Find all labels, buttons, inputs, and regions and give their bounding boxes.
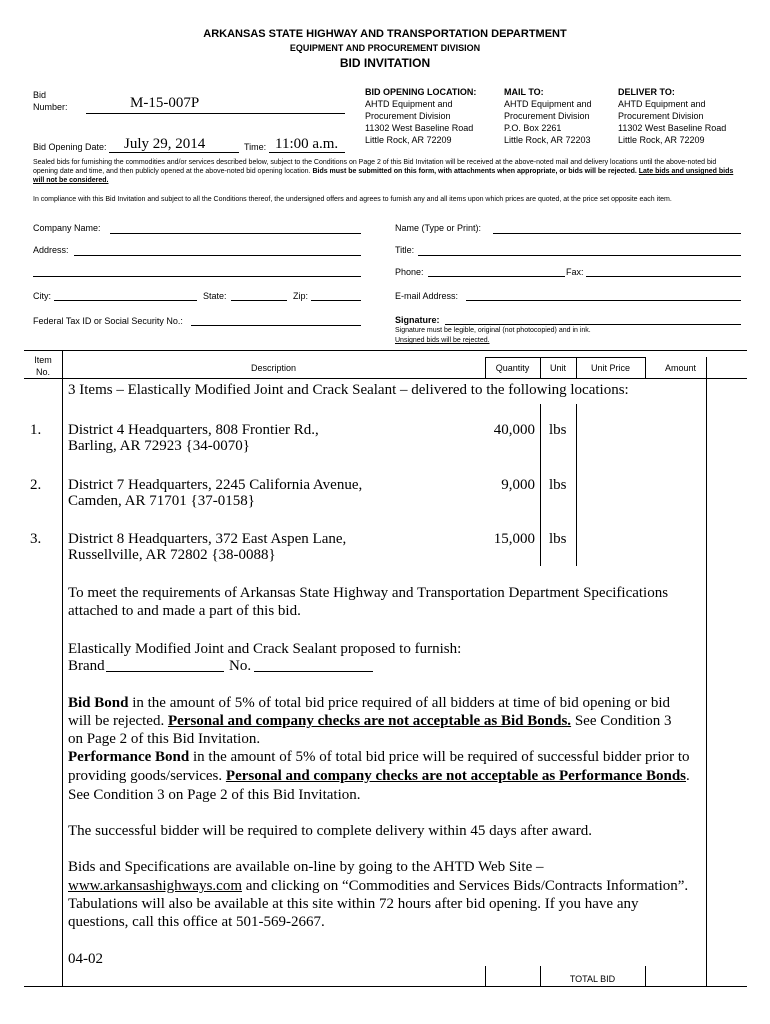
mail-to-line: P.O. Box 2261 — [504, 123, 562, 133]
department-title: ARKANSAS STATE HIGHWAY AND TRANSPORTATION DEPARTMENT — [203, 28, 567, 40]
deliver-to-line: AHTD Equipment and — [618, 99, 706, 109]
address-label: Address: — [33, 245, 69, 255]
brand-intro: Elastically Modified Joint and Crack Sealant proposed to furnish: — [68, 641, 462, 657]
bid-opening-line: AHTD Equipment and — [365, 99, 453, 109]
website-link[interactable]: www.arkansashighways.com — [68, 878, 242, 894]
title-label: Title: — [395, 245, 415, 255]
sealed-bids-notice — [33, 158, 743, 185]
bid-number-label-2: Number: — [33, 102, 68, 112]
form-code: 04-02 — [68, 951, 103, 967]
perf-bond-line-1 — [68, 748, 690, 767]
page-title: BID INVITATION — [339, 56, 431, 70]
web-line-2 — [68, 877, 688, 896]
bid-number-value: M-15-007P — [130, 95, 200, 111]
perf-bond-text: . — [686, 768, 690, 784]
perf-bond-text: in the amount of 5% of total bid price will be required of successful bidder prior to — [189, 749, 690, 765]
items-intro: 3 Items – Elastically Modified Joint and Crack Sealant – delivered to the following locations: — [68, 382, 629, 398]
perf-bond-warning: Personal and company checks are not acceptable as Performance Bonds — [225, 768, 687, 784]
bid-opening-date-value: July 29, 2014 — [124, 136, 206, 152]
deliver-to-line: 11302 West Baseline Road — [618, 123, 727, 133]
zip-label: Zip: — [293, 291, 309, 301]
time-line — [269, 152, 345, 153]
header-item-no — [24, 354, 62, 378]
address-field-2[interactable] — [33, 276, 361, 277]
spec-line-1: To meet the requirements of Arkansas State Highway and Transportation Department Specifications — [68, 585, 669, 601]
state-label: State: — [203, 291, 227, 301]
city-label: City: — [33, 291, 51, 301]
perf-bond-line-3: See Condition 3 on Page 2 of this Bid Invitation. — [68, 787, 361, 803]
web-line-3: Tabulations will also be available at this site within 72 hours after bid opening. If you have any — [68, 896, 639, 912]
address-field[interactable] — [74, 255, 361, 256]
total-col-line-1 — [485, 966, 486, 986]
bid-opening-line: Procurement Division — [365, 111, 451, 121]
tax-id-field[interactable] — [191, 325, 361, 326]
header-item-label: Item — [34, 355, 52, 365]
header-unit-price: Unit Price — [590, 363, 630, 373]
total-col-line-3 — [645, 966, 646, 986]
row-line1: District 8 Headquarters, 372 East Aspen Lane, — [68, 531, 347, 547]
bid-opening-location — [365, 86, 476, 146]
signature-warning: Unsigned bids will be rejected. — [395, 337, 490, 344]
header-no-label: No. — [35, 367, 50, 377]
total-bid-label: TOTAL BID — [569, 974, 616, 984]
bid-opening-date-line — [109, 152, 239, 153]
perf-bond-text: providing goods/services. — [68, 768, 226, 784]
signature-note: Signature must be legible, original (not photocopied) and in ink. — [395, 327, 591, 334]
state-field[interactable] — [231, 300, 287, 301]
bid-bond-line-3: on Page 2 of this Bid Invitation. — [68, 731, 261, 747]
bid-bond-text: See Condition 3 — [571, 713, 672, 729]
no-field[interactable] — [254, 671, 373, 672]
web-text: and clicking on “Commodities and Services Bids/Contracts Information”. — [242, 878, 689, 894]
table-bottom-border — [24, 986, 747, 987]
header-quantity: Quantity — [495, 363, 530, 373]
header-amount: Amount — [664, 363, 697, 373]
mail-to-line: AHTD Equipment and — [504, 99, 592, 109]
time-value: 11:00 a.m. — [275, 136, 339, 152]
phone-label: Phone: — [395, 267, 424, 277]
table-top-border — [24, 350, 747, 351]
row-unit: lbs — [549, 422, 567, 438]
qty-col-line — [540, 404, 541, 566]
mail-to-line: Little Rock, AR 72203 — [504, 135, 591, 145]
row-unit: lbs — [549, 531, 567, 547]
row-number: 3. — [30, 531, 42, 547]
row-quantity: 40,000 — [493, 422, 535, 438]
name-field[interactable] — [493, 233, 741, 234]
col-divider-item — [62, 350, 63, 986]
bid-bond-text: in the amount of 5% of total bid price required of all bidders at time of bid opening or bid — [128, 695, 670, 711]
no-label: No. — [229, 658, 252, 674]
phone-field[interactable] — [428, 276, 565, 277]
mail-to-line: Procurement Division — [504, 111, 590, 121]
deliver-to-line: Little Rock, AR 72209 — [618, 135, 705, 145]
row-number: 2. — [30, 477, 42, 493]
header-unit: Unit — [549, 363, 566, 373]
mail-to-heading: MAIL TO: — [504, 87, 544, 97]
deliver-to-heading: DELIVER TO: — [618, 87, 675, 97]
delivery-note: The successful bidder will be required to complete delivery within 45 days after award. — [68, 823, 592, 839]
web-line-4: questions, call this office at 501-569-2667. — [68, 914, 325, 930]
web-line-1: Bids and Specifications are available on-line by going to the AHTD Web Site – — [68, 859, 544, 875]
deliver-to-location — [618, 86, 726, 146]
fax-label: Fax: — [566, 267, 584, 277]
row-quantity: 15,000 — [493, 531, 535, 547]
row-line2: Camden, AR 71701 {37-0158} — [68, 493, 255, 509]
row-line2: Barling, AR 72923 {34-0070} — [68, 438, 250, 454]
bid-bond-text: will be rejected. — [68, 713, 168, 729]
notice-bold-underline: Late bids and unsigned bids will not be considered. — [33, 168, 734, 184]
bid-opening-heading: BID OPENING LOCATION: — [365, 87, 477, 97]
bid-opening-date-label: Bid Opening Date: — [33, 142, 107, 152]
division-title: EQUIPMENT AND PROCUREMENT DIVISION — [289, 43, 481, 53]
row-line1: District 7 Headquarters, 2245 California Avenue, — [68, 477, 363, 493]
row-unit: lbs — [549, 477, 567, 493]
tax-id-label: Federal Tax ID or Social Security No.: — [33, 316, 183, 326]
bid-bond-line-1 — [68, 694, 670, 713]
spec-line-2: attached to and made a part of this bid. — [68, 603, 301, 619]
col-divider-amount — [706, 357, 707, 986]
name-label: Name (Type or Print): — [395, 223, 482, 233]
company-name-label: Company Name: — [33, 223, 101, 233]
row-line1: District 4 Headquarters, 808 Frontier Rd., — [68, 422, 319, 438]
compliance-notice: In compliance with this Bid Invitation and subject to all the Conditions thereof, the undersigned offers and agrees to furnish any and all items upon which prices are quoted, at the price set opposite each item. — [33, 196, 672, 203]
notice-bold: Bids must be submitted on this form, with attachments when appropriate, or bids will be rejected. — [312, 168, 639, 175]
notice-text: Sealed bids for furnishing the commodities and/or services described below, subject to the Conditions on Page 2 of this Bid Invitation will be received at the above-noted mail and delivery locations until the above-noted bid opening date and time, and then publicly opened at the above-noted bid opening location. — [33, 159, 717, 175]
company-name-field[interactable] — [110, 233, 361, 234]
mail-to-location — [504, 86, 592, 146]
perf-bond-line-2 — [68, 767, 690, 786]
fax-field[interactable] — [586, 276, 741, 277]
email-label: E-mail Address: — [395, 291, 459, 301]
unit-col-line — [576, 404, 577, 566]
bid-number-line — [86, 113, 345, 114]
city-field[interactable] — [54, 300, 197, 301]
bid-bond-line-2 — [68, 712, 671, 731]
row-line2: Russellville, AR 72802 {38-0088} — [68, 547, 276, 563]
brand-label: Brand — [68, 658, 105, 674]
signature-field[interactable] — [445, 324, 741, 325]
table-header-border — [24, 378, 747, 379]
row-quantity: 9,000 — [501, 477, 535, 493]
zip-field[interactable] — [311, 300, 361, 301]
perf-bond-label: Performance Bond — [68, 749, 190, 765]
brand-field[interactable] — [106, 671, 224, 672]
email-field[interactable] — [466, 300, 741, 301]
title-field[interactable] — [418, 255, 741, 256]
header-description: Description — [250, 363, 297, 373]
bid-opening-line: 11302 West Baseline Road — [365, 123, 474, 133]
bid-number-label-1: Bid — [33, 90, 47, 100]
signature-label: Signature: — [395, 315, 440, 325]
bid-bond-warning: Personal and company checks are not acceptable as Bid Bonds. — [167, 713, 572, 729]
header-box-top — [485, 357, 645, 358]
bid-opening-line: Little Rock, AR 72209 — [365, 135, 452, 145]
time-label: Time: — [244, 142, 267, 152]
row-number: 1. — [30, 422, 42, 438]
bid-bond-label: Bid Bond — [68, 695, 129, 711]
deliver-to-line: Procurement Division — [618, 111, 704, 121]
